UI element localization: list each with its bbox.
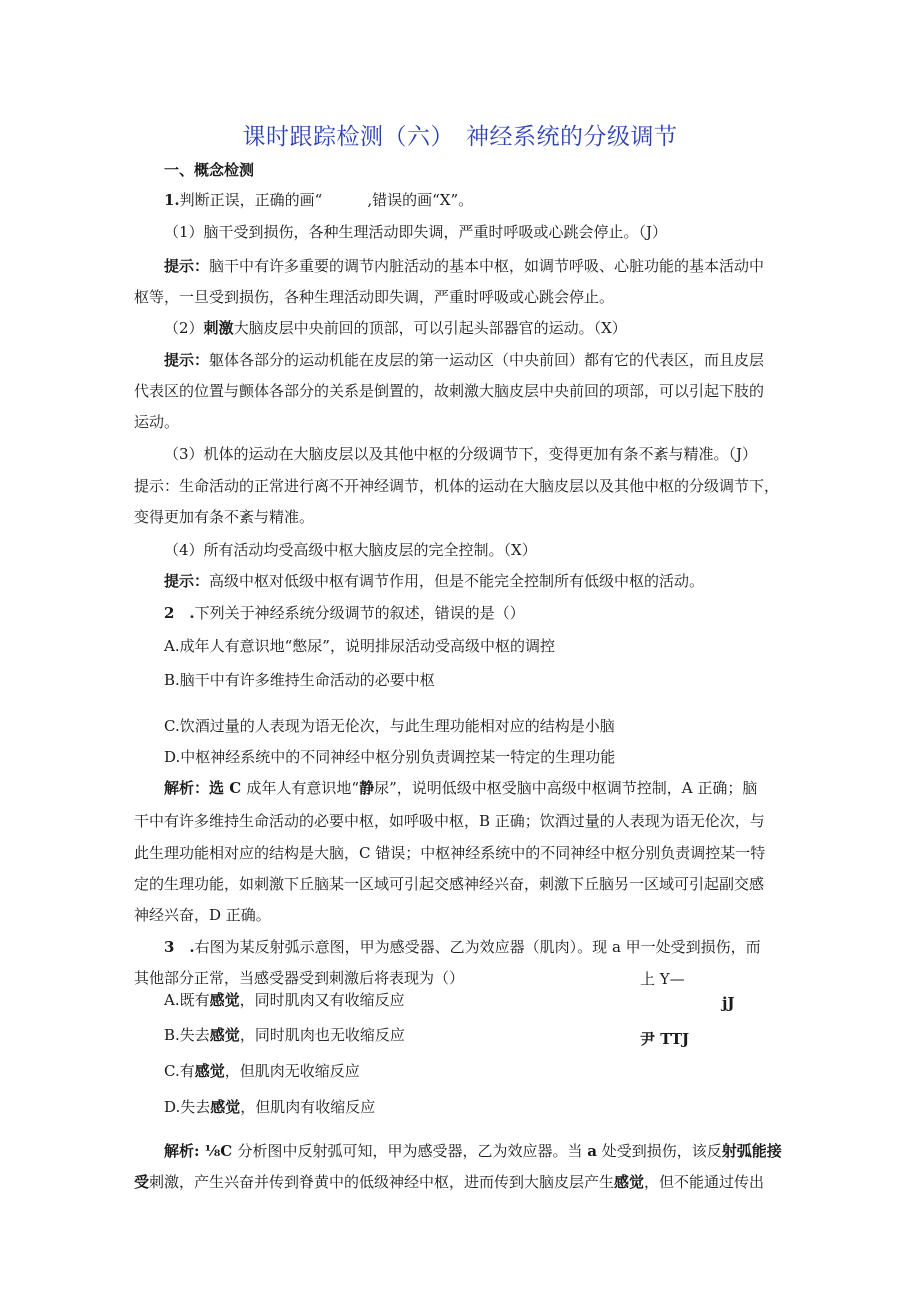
option-text: A.既有	[164, 991, 210, 1009]
question-3-stem-cont: 其他部分正常，当感受器受到刺激后将表现为（）	[134, 969, 465, 987]
figure-label-3: 尹 TTJ	[640, 1030, 690, 1048]
hint-text: 高级中枢对低级中枢有调节作用，但是不能完全控制所有低级中枢的活动。	[209, 572, 705, 590]
q2-option-d: D.中枢神经系统中的不同神经中枢分别负责调控某一特定的生理功能	[164, 748, 616, 766]
question-1-text: 判断正误，正确的画“ ,错误的画“X”。	[179, 191, 474, 209]
q1-item-2-hint-cont2: 运动。	[134, 413, 180, 431]
item-text: 大脑皮层中央前回的顶部，可以引起头部器官的运动。（X）	[233, 319, 627, 337]
q1-item-1-hint-cont: 枢等，一旦受到损伤，各种生理活动即失调，严重时呼吸或心跳会停止。	[134, 288, 615, 306]
answer-text: 成年人有意识地“	[246, 779, 360, 797]
q3-option-c	[164, 1061, 360, 1081]
item-number: （2）	[164, 319, 204, 337]
figure-label-1: 上 Y—	[640, 970, 685, 988]
q1-item-3-hint: 提示：生命活动的正常进行离不开神经调节，机体的运动在大脑皮层以及其他中枢的分级调节下，	[134, 477, 780, 495]
question-2-stem	[164, 603, 525, 623]
option-text: ，同时肌肉又有收缩反应	[239, 991, 405, 1009]
question-3-number: 3 .	[164, 938, 195, 956]
q1-item-3: （3）机体的运动在大脑皮层以及其他中枢的分级调节下，变得更加有条不紊与精准。（J）	[164, 445, 758, 463]
q2-option-b: B.脑干中有许多维持生命活动的必要中枢	[164, 671, 435, 689]
q2-answer-line-1	[164, 778, 757, 798]
q3-answer-line-1	[164, 1141, 782, 1161]
q2-option-c: C.饮酒过量的人表现为语无伦次，与此生理功能相对应的结构是小脑	[164, 717, 615, 735]
figure-label-2: jJ	[722, 994, 735, 1012]
q1-item-2-hint	[164, 350, 764, 370]
option-text: ，但肌肉有收缩反应	[240, 1098, 376, 1116]
answer-text: 尿”，说明低级中枢受脑中高级中枢调节控制，A 正确；脑	[374, 779, 758, 797]
option-text: D.失去	[164, 1098, 211, 1116]
question-1-stem	[164, 190, 473, 210]
question-3-stem	[164, 937, 761, 957]
q1-item-1: （1）脑干受到损伤，各种生理活动即失调，严重时呼吸或心跳会停止。（J）	[164, 223, 668, 241]
question-2-text: 下列关于神经系统分级调节的叙述，错误的是（）	[194, 604, 525, 622]
q1-item-2-hint-cont: 代表区的位置与颤体各部分的关系是倒置的，故刺激大脑皮层中央前回的项部，可以引起下肢的	[134, 382, 765, 400]
hint-text: 躯体各部分的运动机能在皮层的第一运动区（中央前回）都有它的代表区，而且皮层	[209, 351, 765, 369]
answer-bold-word: 射弧能接	[721, 1142, 782, 1160]
option-bold: 感觉	[209, 991, 240, 1009]
answer-bold-word: 感觉	[614, 1173, 645, 1191]
answer-bold-word: 受	[134, 1173, 150, 1191]
q1-item-2	[164, 318, 627, 338]
question-2-number: 2 .	[164, 604, 195, 622]
q3-option-d	[164, 1097, 375, 1117]
section-heading: 一、概念检测	[164, 161, 255, 179]
q1-item-4-hint	[164, 571, 704, 591]
page-title: 课时跟踪检测（六） 神经系统的分级调节	[242, 124, 678, 150]
item-bold-word: 刺激	[203, 319, 234, 337]
hint-label: 提示：	[164, 572, 210, 590]
q2-answer-line-4: 定的生理功能，如刺激下丘脑某一区域可引起交感神经兴奋，刺激下丘脑另一区域可引起副交感	[134, 875, 765, 893]
answer-text: ，但不能通过传出	[644, 1173, 765, 1191]
q1-item-3-hint-cont: 变得更加有条不紊与精准。	[134, 508, 315, 526]
option-text: C.有	[164, 1062, 195, 1080]
answer-text: 刺激，产生兴奋并传到脊黄中的低级神经中枢，进而传到大脑皮层产生	[149, 1173, 615, 1191]
question-3-text: 右图为某反射弧示意图，甲为感受器、乙为效应器（肌肉）。现 a 甲一处受到损伤，而	[194, 938, 761, 956]
option-text: ，同时肌肉也无收缩反应	[239, 1026, 405, 1044]
q3-option-a	[164, 990, 405, 1010]
answer-text: 分析图中反射弧可知，甲为感受器，乙为效应器。当	[237, 1142, 588, 1160]
q1-item-4: （4）所有活动均受高级中枢大脑皮层的完全控制。（X）	[164, 541, 537, 559]
answer-label: 解析：选 C	[164, 779, 247, 797]
q3-option-b	[164, 1025, 405, 1045]
hint-label: 提示：	[164, 351, 210, 369]
q2-answer-line-3: 此生理功能相对应的结构是大脑，C 错误；中枢神经系统中的不同神经中枢分别负责调控某一特	[134, 844, 766, 862]
option-bold: 感觉	[209, 1026, 240, 1044]
option-text: B.失去	[164, 1026, 210, 1044]
hint-label: 提示：	[164, 257, 210, 275]
answer-label: 解析: ⅛C	[164, 1142, 238, 1160]
hint-text: 脑干中有许多重要的调节内脏活动的基本中枢，如调节呼吸、心脏功能的基本活动中	[209, 257, 765, 275]
q2-answer-line-2: 干中有许多维持生命活动的必要中枢，如呼吸中枢，B 正确；饮酒过量的人表现为语无伦次，与	[134, 812, 765, 830]
answer-bold-word: 静	[359, 779, 375, 797]
answer-bold-word: a	[587, 1142, 597, 1160]
option-bold: 感觉	[194, 1062, 225, 1080]
q2-answer-line-5: 神经兴奋，D 正确。	[134, 906, 271, 924]
q3-answer-line-2	[134, 1172, 764, 1192]
q2-option-a: A.成年人有意识地“憋尿”，说明排尿活动受高级中枢的调控	[164, 637, 555, 655]
option-bold: 感觉	[210, 1098, 241, 1116]
option-text: ，但肌肉无收缩反应	[224, 1062, 360, 1080]
answer-text: 处受到损伤，该反	[596, 1142, 722, 1160]
q1-item-1-hint	[164, 256, 764, 276]
question-1-number: 1.	[164, 191, 180, 209]
